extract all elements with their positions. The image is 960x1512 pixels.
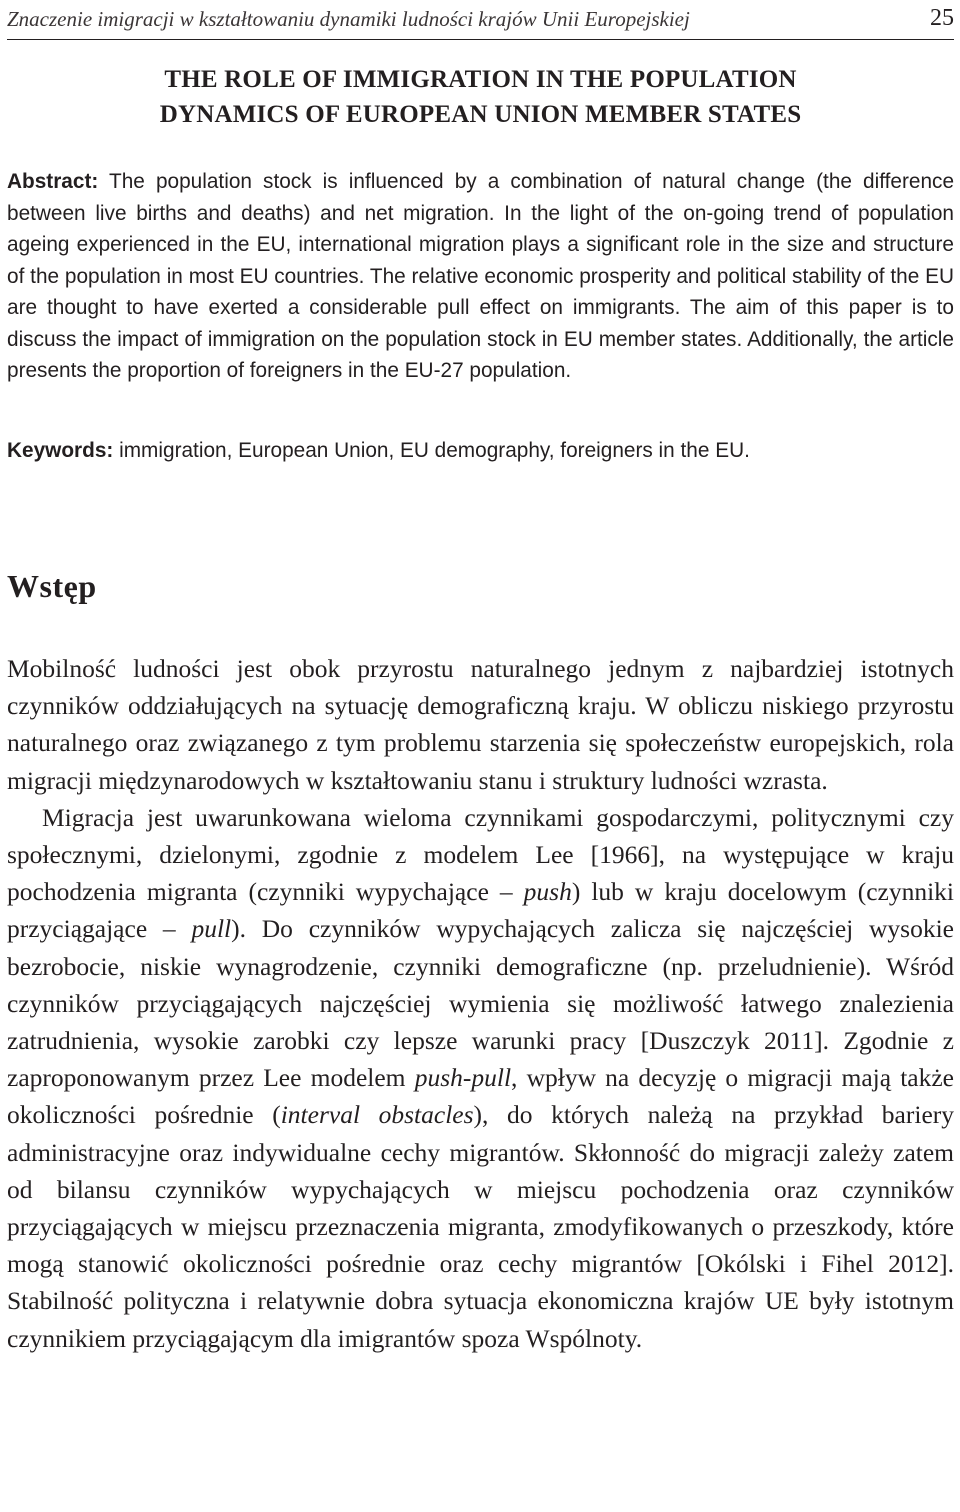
- paragraph-2-part-a: Migracja jest uwarunkowana wieloma czynnikami gospodarczymi, politycznymi czy społecznymi, dzielonymi, zgodnie z modelem Lee [1966], na występujące w kraju pochodzenia migranta (czynniki wypychające –: [7, 802, 954, 907]
- keywords-text: immigration, European Union, EU demography, foreigners in the EU.: [119, 439, 750, 462]
- section-body: [7, 650, 954, 1357]
- running-header: [7, 0, 954, 40]
- keywords: [7, 435, 954, 467]
- section-heading: Wstęp: [7, 568, 97, 604]
- running-title: Znaczenie imigracji w kształtowaniu dynamiki ludności krajów Unii Europejskiej: [7, 7, 690, 31]
- term-pull: pull: [191, 914, 232, 944]
- paragraph-2-part-d: , wpływ na decyzję o migracji mają także okoliczności pośrednie (: [7, 1063, 955, 1130]
- paragraph-2-part-e: ), do których należą na przykład bariery administracyjne oraz indywidualne cechy migrantów. Skłonność do migracji zależy zatem od bilansu czynników wypychających w miejscu pochodzenia oraz czynników przyciągających w miejscu przeznaczenia migranta, zmodyfikowanych o przeszkody, które mogą stanowić okoliczności pośrednie oraz cechy migrantów [Okólski i Fihel 2012]. Stabilność polityczna i relatywnie dobra sytuacja ekonomiczna krajów UE były istotnym czynnikiem przyciągającym dla imigrantów spoza Wspólnoty.: [7, 1100, 955, 1353]
- term-push-pull: push-pull: [414, 1063, 512, 1093]
- keywords-label: Keywords:: [7, 439, 114, 462]
- abstract-label: Abstract:: [7, 170, 99, 193]
- term-interval-obstacles: interval obstacles: [280, 1100, 474, 1130]
- abstract: [7, 166, 954, 387]
- paragraph-2: [7, 799, 954, 1357]
- article-title-line-2: DYNAMICS OF EUROPEAN UNION MEMBER STATES: [159, 101, 802, 128]
- paragraph-2-part-c: ). Do czynników wypychających zalicza się najczęściej wysokie bezrobocie, niskie wynagrodzenie, czynniki demograficzne (np. przeludnienie). Wśród czynników przyciągających najczęściej wymienia się możliwość łatwego znalezienia zatrudnienia, wysokie zarobki czy lepsze warunki pracy [Duszczyk 2011]. Zgodnie z zaproponowanym przez Lee modelem: [7, 914, 954, 1093]
- abstract-text: The population stock is influenced by a combination of natural change (the difference between live births and deaths) and net migration. In the light of the on-going trend of population ageing experienced in the EU, international migration plays a significant role in the size and structure of the population in most EU countries. The relative economic prosperity and political stability of the EU are thought to have exerted a considerable pull effect on immigrants. The aim of this paper is to discuss the impact of immigration on the population stock in EU member states. Additionally, the article presents the proportion of foreigners in the EU-27 population.: [7, 170, 955, 382]
- paragraph-1: Mobilność ludności jest obok przyrostu naturalnego jednym z najbardziej istotnych czynników oddziałujących na sytuację demograficzną kraju. W obliczu niskiego przyrostu naturalnego oraz związanego z tym problemu starzenia się społeczeństw europejskich, rola migracji międzynarodowych w kształtowaniu stanu i struktury ludności wzrasta.: [7, 654, 954, 795]
- term-push: push: [523, 877, 572, 907]
- article-title: [7, 62, 954, 132]
- page-number: 25: [930, 5, 954, 31]
- paragraph-2-part-b: ) lub w kraju docelowym (czynniki przyciągające –: [7, 877, 955, 944]
- article-title-line-1: THE ROLE OF IMMIGRATION IN THE POPULATION: [164, 66, 797, 93]
